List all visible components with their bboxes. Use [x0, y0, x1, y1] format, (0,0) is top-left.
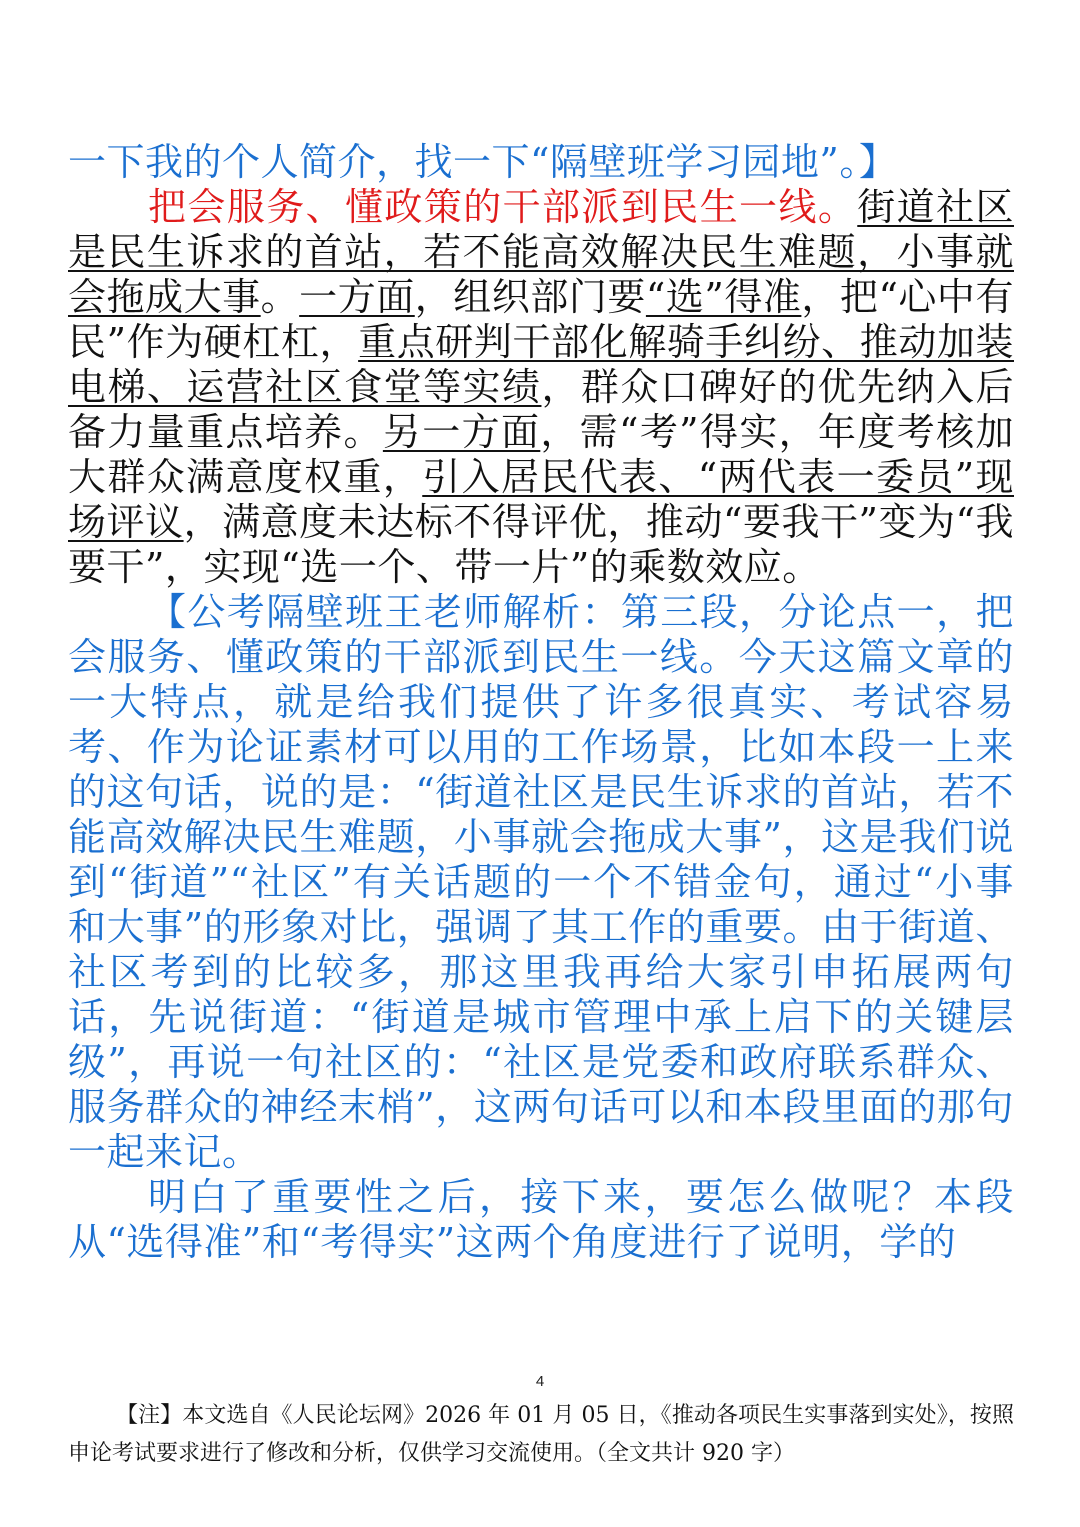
text-run: ，群众口碑好的优先纳入后备力量重点培养。: [68, 365, 1014, 454]
analysis-paragraph-continued: 明白了重要性之后，接下来，要怎么做呢？本段从“选得准”和“考得实”这两个角度进行了说明，学的: [68, 1175, 1014, 1264]
footnote: [68, 1397, 1014, 1473]
underlined-sentence: 重点研判干部化解骑手纠纷、推动加装电梯、运营社区食堂等实绩: [68, 320, 1014, 409]
argument-heading: 把会服务、懂政策的干部派到民生一线。: [148, 185, 858, 229]
underlined-sentence: 街道社区是民生诉求的首站，若不能高效解决民生难题，小事就会拖成大事: [68, 185, 1014, 319]
text-run: ，满意度未达标不得评优，推动“要我干”变为“我要干”，实现“选一个、带一片”的乘数效应。: [68, 500, 1014, 589]
text-run: ，需“考”得实，年度考核加大群众满意度权重，: [68, 410, 1014, 499]
analysis-paragraph: 【公考隔壁班王老师解析：第三段，分论点一，把会服务、懂政策的干部派到民生一线。今天这篇文章的一大特点，就是给我们提供了许多很真实、考试容易考、作为论证素材可以用的工作场景，比如本段一上来的这句话，说的是：“街道社区是民生诉求的首站，若不能高效解决民生难题，小事就会拖成大事”，这是我们说到“街道”“社区”有关话题的一个不错金句，通过“小事和大事”的形象对比，强调了其工作的重要。由于街道、社区考到的比较多，那这里我再给大家引申拓展两句话，先说街道：“街道是城市管理中承上启下的关键层级”，再说一句社区的：“社区是党委和政府联系群众、服务群众的神经末梢”，这两句话可以和本段里面的那句一起来记。: [68, 590, 1014, 1174]
underlined-sentence: 引入居民代表、“两代表一委员”现场评议: [68, 455, 1014, 544]
footnote-text: 【注】本文选自《人民论坛网》2026 年 01 月 05 日，《推动各项民生实事落到实处》，按照申论考试要求进行了修改和分析，仅供学习交流使用。（全文共计 920 字）: [68, 1403, 1014, 1466]
text-run: ，组织部门要: [414, 275, 646, 319]
text-run: ，把“心中有民”作为硬杠杠，: [68, 275, 1014, 364]
underlined-phrase: “选”得准: [645, 275, 802, 319]
page-number: 4: [535, 1373, 545, 1390]
underlined-phrase: 一方面: [299, 275, 415, 319]
analysis-tail-line: 一下我的个人简介，找一下“隔壁班学习园地”。】: [68, 140, 898, 184]
article-body: [68, 140, 1014, 1265]
text-run: 。: [260, 275, 300, 319]
underlined-phrase: 另一方面: [382, 410, 541, 454]
argument-paragraph: [68, 185, 1014, 590]
